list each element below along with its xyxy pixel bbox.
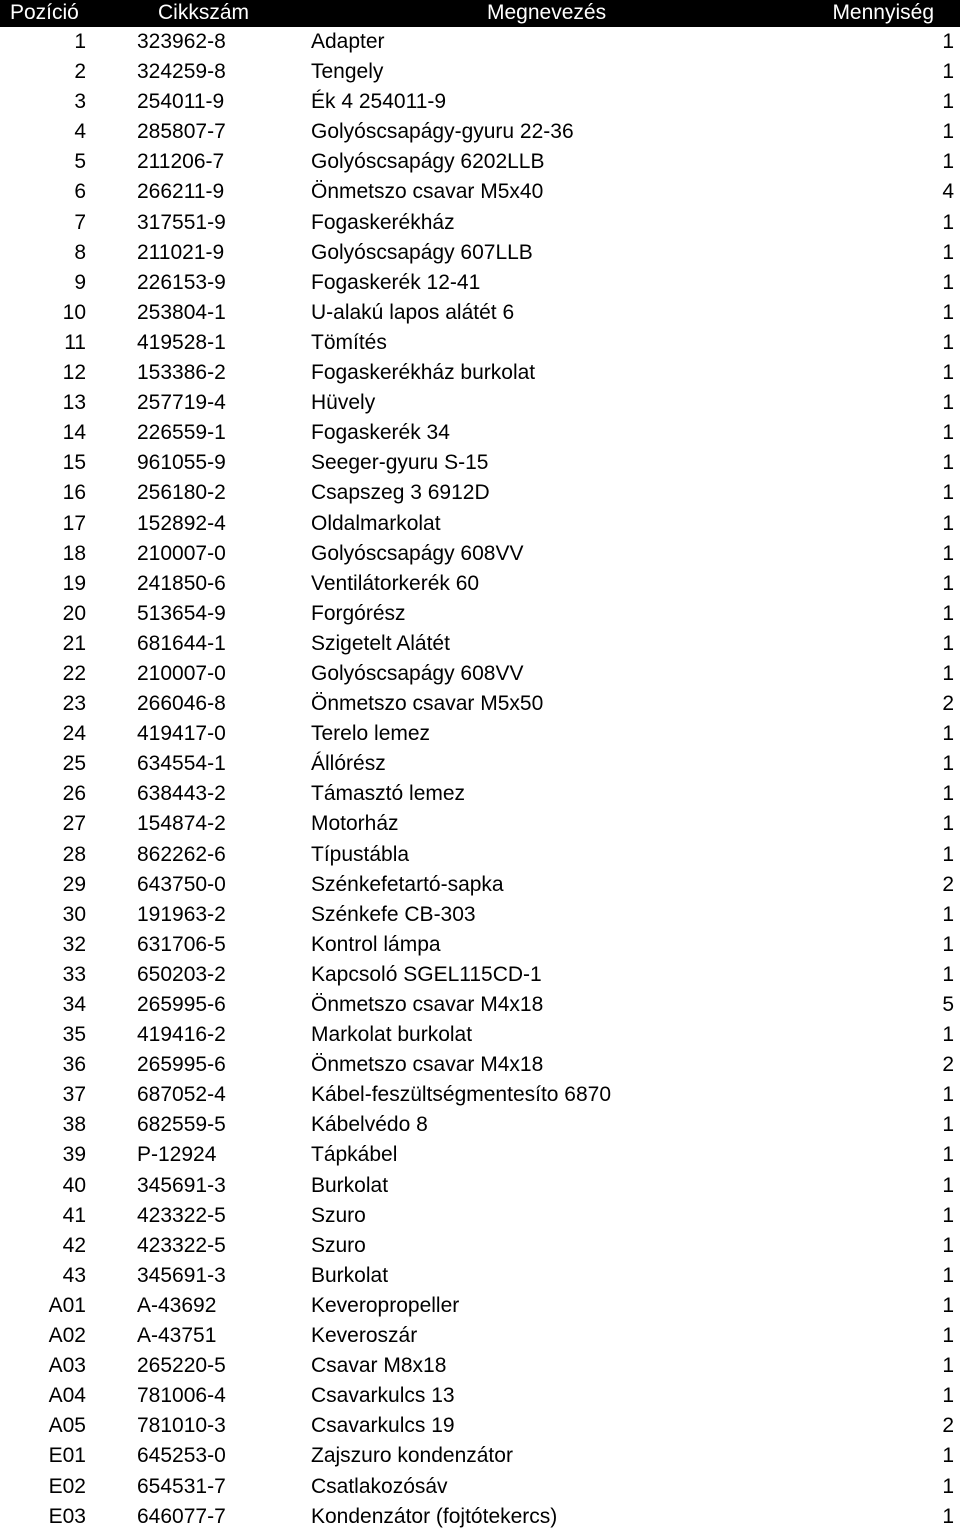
- cell-quantity: 5: [942, 993, 954, 1016]
- cell-name: Támasztó lemez: [311, 782, 466, 806]
- table-row: [0, 870, 960, 900]
- table-row: [0, 298, 960, 328]
- cell-part-number: 253804-1: [137, 300, 226, 324]
- cell-name: Szuro: [311, 1233, 366, 1257]
- cell-part-number: 650203-2: [137, 962, 226, 986]
- cell-name: Ventilátorkerék 60: [311, 571, 480, 595]
- cell-quantity: 1: [942, 782, 954, 806]
- cell-name: Fogaskerékház burkolat: [311, 361, 536, 385]
- cell-part-number: 254011-9: [137, 90, 225, 114]
- cell-part-number: 265220-5: [137, 1354, 226, 1378]
- cell-position: 23: [62, 692, 86, 716]
- cell-position: A05: [48, 1414, 86, 1438]
- cell-quantity: 1: [942, 240, 954, 264]
- cell-part-number: 419417-0: [137, 722, 226, 746]
- cell-name: Szénkefe CB-303: [311, 902, 476, 926]
- cell-quantity: 1: [942, 902, 954, 926]
- cell-part-number: A-43692: [137, 1293, 217, 1317]
- cell-quantity: 1: [942, 1324, 954, 1348]
- cell-name: Csavarkulcs 19: [311, 1414, 455, 1438]
- table-row: [0, 659, 960, 689]
- cell-part-number: 643750-0: [137, 872, 226, 896]
- cell-quantity: 1: [942, 511, 954, 535]
- cell-position: 9: [74, 270, 86, 294]
- cell-quantity: 1: [942, 1504, 954, 1528]
- cell-position: 7: [74, 210, 86, 234]
- cell-quantity: 1: [942, 150, 954, 174]
- cell-part-number: 646077-7: [137, 1504, 226, 1528]
- table-row: [0, 1261, 960, 1291]
- cell-quantity: 1: [942, 842, 954, 866]
- cell-position: 30: [62, 902, 86, 926]
- cell-part-number: 645253-0: [137, 1444, 226, 1468]
- cell-quantity: 1: [942, 1354, 954, 1378]
- table-row: [0, 57, 960, 87]
- cell-position: 17: [62, 511, 86, 535]
- header-quantity: Mennyiség: [832, 1, 934, 24]
- cell-position: E03: [48, 1504, 86, 1528]
- cell-quantity: 1: [942, 541, 954, 565]
- cell-position: 5: [74, 150, 86, 174]
- cell-position: 37: [62, 1083, 86, 1107]
- table-row: [0, 509, 960, 539]
- cell-quantity: 1: [942, 571, 954, 595]
- cell-part-number: 345691-3: [137, 1263, 226, 1287]
- cell-name: Terelo lemez: [311, 722, 431, 746]
- cell-position: A04: [48, 1384, 86, 1408]
- table-row: [0, 719, 960, 749]
- cell-name: Tengely: [311, 60, 384, 84]
- parts-table-body: [0, 27, 960, 1532]
- cell-position: 26: [62, 782, 86, 806]
- table-row: [0, 418, 960, 448]
- cell-position: 38: [62, 1113, 86, 1137]
- cell-quantity: 1: [942, 661, 954, 685]
- cell-quantity: 1: [942, 270, 954, 294]
- cell-part-number: 152892-4: [137, 511, 226, 535]
- table-row: [0, 930, 960, 960]
- table-row: [0, 1351, 960, 1381]
- cell-part-number: 419528-1: [137, 330, 226, 354]
- cell-quantity: 2: [942, 872, 954, 896]
- cell-quantity: 1: [942, 210, 954, 234]
- cell-part-number: 654531-7: [137, 1474, 226, 1498]
- cell-name: Önmetszo csavar M5x50: [311, 692, 544, 716]
- cell-quantity: 1: [942, 481, 954, 505]
- table-row: [0, 779, 960, 809]
- cell-position: 10: [62, 300, 86, 324]
- cell-position: 32: [62, 932, 86, 956]
- table-row: [0, 809, 960, 839]
- cell-position: 13: [62, 391, 86, 415]
- cell-name: Kábel-feszültségmentesíto 6870: [311, 1083, 612, 1107]
- cell-part-number: 323962-8: [137, 30, 226, 53]
- table-row: [0, 749, 960, 779]
- table-row: [0, 1140, 960, 1170]
- table-row: [0, 689, 960, 719]
- cell-part-number: 862262-6: [137, 842, 226, 866]
- table-row: [0, 840, 960, 870]
- table-row: [0, 238, 960, 268]
- table-row: [0, 147, 960, 177]
- cell-quantity: 1: [942, 391, 954, 415]
- table-row: [0, 1050, 960, 1080]
- cell-position: 18: [62, 541, 86, 565]
- table-row: [0, 960, 960, 990]
- cell-part-number: 256180-2: [137, 481, 226, 505]
- cell-part-number: 265995-6: [137, 1053, 226, 1077]
- cell-quantity: 1: [942, 962, 954, 986]
- table-row: [0, 177, 960, 207]
- cell-name: Önmetszo csavar M4x18: [311, 993, 544, 1016]
- cell-name: Zajszuro kondenzátor: [311, 1444, 513, 1468]
- table-row: [0, 1291, 960, 1321]
- cell-part-number: A-43751: [137, 1324, 217, 1348]
- cell-quantity: 4: [942, 180, 954, 204]
- cell-position: 22: [62, 661, 86, 685]
- cell-position: 24: [62, 722, 86, 746]
- cell-quantity: 1: [942, 451, 954, 475]
- table-row: [0, 1411, 960, 1441]
- cell-position: 6: [74, 180, 86, 204]
- cell-part-number: 419416-2: [137, 1023, 226, 1047]
- cell-part-number: 781006-4: [137, 1384, 226, 1408]
- cell-name: Golyóscsapágy 608VV: [311, 661, 524, 685]
- cell-quantity: 1: [942, 60, 954, 84]
- table-row: [0, 990, 960, 1020]
- cell-part-number: 257719-4: [137, 391, 226, 415]
- header-position: Pozíció: [10, 1, 79, 24]
- cell-name: Tömítés: [311, 330, 387, 354]
- cell-part-number: 345691-3: [137, 1173, 226, 1197]
- table-row: [0, 478, 960, 508]
- cell-quantity: 1: [942, 90, 954, 114]
- cell-part-number: 638443-2: [137, 782, 226, 806]
- cell-quantity: 1: [942, 300, 954, 324]
- cell-quantity: 1: [942, 812, 954, 836]
- cell-part-number: 681644-1: [137, 631, 226, 655]
- cell-quantity: 1: [942, 1384, 954, 1408]
- cell-quantity: 1: [942, 631, 954, 655]
- cell-part-number: 687052-4: [137, 1083, 226, 1107]
- cell-part-number: 317551-9: [137, 210, 226, 234]
- table-row: [0, 1201, 960, 1231]
- cell-part-number: P-12924: [137, 1143, 217, 1167]
- cell-part-number: 285807-7: [137, 120, 226, 144]
- table-row: [0, 117, 960, 147]
- cell-name: Csavarkulcs 13: [311, 1384, 455, 1408]
- cell-name: Tápkábel: [311, 1143, 398, 1167]
- table-row: [0, 208, 960, 238]
- cell-part-number: 211206-7: [137, 150, 225, 174]
- cell-position: 29: [62, 872, 86, 896]
- cell-part-number: 191963-2: [137, 902, 226, 926]
- cell-name: Csapszeg 3 6912D: [311, 481, 490, 505]
- table-row: [0, 1321, 960, 1351]
- cell-name: Golyóscsapágy 608VV: [311, 541, 524, 565]
- cell-name: Kontrol lámpa: [311, 932, 441, 956]
- cell-part-number: 211021-9: [137, 240, 225, 264]
- cell-name: Golyóscsapágy 607LLB: [311, 240, 533, 264]
- cell-part-number: 154874-2: [137, 812, 226, 836]
- cell-part-number: 634554-1: [137, 752, 226, 776]
- cell-part-number: 961055-9: [137, 451, 226, 475]
- table-row: [0, 599, 960, 629]
- cell-position: 4: [74, 120, 86, 144]
- cell-position: 21: [62, 631, 86, 655]
- cell-name: Szuro: [311, 1203, 366, 1227]
- cell-position: 34: [62, 993, 86, 1016]
- cell-quantity: 1: [942, 752, 954, 776]
- cell-quantity: 1: [942, 1143, 954, 1167]
- table-header: [0, 0, 960, 27]
- cell-name: Csavar M8x18: [311, 1354, 447, 1378]
- table-row: [0, 388, 960, 418]
- table-row: [0, 87, 960, 117]
- cell-position: 2: [74, 60, 86, 84]
- cell-position: 3: [74, 90, 86, 114]
- cell-name: Kapcsoló SGEL115CD-1: [311, 962, 542, 986]
- table-row: [0, 1020, 960, 1050]
- table-row: [0, 358, 960, 388]
- cell-position: 36: [62, 1053, 86, 1077]
- cell-quantity: 2: [942, 1053, 954, 1077]
- cell-name: Burkolat: [311, 1263, 389, 1287]
- cell-quantity: 1: [942, 1113, 954, 1137]
- cell-position: E01: [48, 1444, 86, 1468]
- cell-position: 15: [62, 451, 86, 475]
- cell-position: A01: [48, 1293, 86, 1317]
- cell-quantity: 1: [942, 1083, 954, 1107]
- cell-part-number: 682559-5: [137, 1113, 226, 1137]
- cell-quantity: 1: [942, 1173, 954, 1197]
- cell-position: 16: [62, 481, 86, 505]
- table-row: [0, 1441, 960, 1471]
- cell-name: Keveropropeller: [311, 1293, 460, 1317]
- cell-part-number: 513654-9: [137, 601, 226, 625]
- cell-position: 14: [62, 421, 86, 445]
- cell-name: Hüvely: [311, 391, 376, 415]
- cell-part-number: 241850-6: [137, 571, 226, 595]
- cell-part-number: 265995-6: [137, 993, 226, 1016]
- cell-name: Burkolat: [311, 1173, 389, 1197]
- cell-part-number: 226559-1: [137, 421, 226, 445]
- cell-name: Adapter: [311, 30, 385, 53]
- cell-quantity: 2: [942, 1414, 954, 1438]
- cell-part-number: 266046-8: [137, 692, 226, 716]
- cell-part-number: 210007-0: [137, 541, 226, 565]
- table-row: [0, 1502, 960, 1532]
- cell-part-number: 266211-9: [137, 180, 225, 204]
- table-row: [0, 328, 960, 358]
- cell-name: Oldalmarkolat: [311, 511, 441, 535]
- cell-part-number: 631706-5: [137, 932, 226, 956]
- cell-name: Szigetelt Alátét: [311, 631, 450, 655]
- cell-position: 27: [62, 812, 86, 836]
- header-name: Megnevezés: [487, 1, 607, 24]
- cell-quantity: 1: [942, 932, 954, 956]
- cell-name: Fogaskerék 12-41: [311, 270, 481, 294]
- cell-position: 41: [62, 1203, 86, 1227]
- cell-part-number: 226153-9: [137, 270, 226, 294]
- cell-name: Golyóscsapágy-gyuru 22-36: [311, 120, 574, 144]
- cell-quantity: 1: [942, 1293, 954, 1317]
- table-row: [0, 1171, 960, 1201]
- cell-position: A02: [48, 1324, 86, 1348]
- cell-name: U-alakú lapos alátét 6: [311, 300, 515, 324]
- cell-name: Kondenzátor (fojtótekercs): [311, 1504, 558, 1528]
- table-row: [0, 1381, 960, 1411]
- cell-name: Markolat burkolat: [311, 1023, 473, 1047]
- cell-name: Önmetszo csavar M4x18: [311, 1053, 544, 1077]
- table-row: [0, 569, 960, 599]
- cell-position: 28: [62, 842, 86, 866]
- cell-position: 25: [62, 752, 86, 776]
- cell-part-number: 423322-5: [137, 1203, 226, 1227]
- table-row: [0, 629, 960, 659]
- cell-quantity: 1: [942, 1233, 954, 1257]
- cell-part-number: 781010-3: [137, 1414, 226, 1438]
- cell-name: Seeger-gyuru S-15: [311, 451, 489, 475]
- cell-quantity: 1: [942, 1263, 954, 1287]
- cell-position: A03: [48, 1354, 86, 1378]
- cell-name: Fogaskerékház: [311, 210, 455, 234]
- table-row: [0, 1472, 960, 1502]
- cell-part-number: 210007-0: [137, 661, 226, 685]
- cell-position: 43: [62, 1263, 86, 1287]
- cell-quantity: 1: [942, 1444, 954, 1468]
- cell-position: 19: [62, 571, 86, 595]
- cell-quantity: 1: [942, 120, 954, 144]
- cell-position: 12: [62, 361, 86, 385]
- cell-name: Motorház: [311, 812, 399, 836]
- cell-quantity: 2: [942, 692, 954, 716]
- cell-quantity: 1: [942, 361, 954, 385]
- cell-position: 20: [62, 601, 86, 625]
- cell-quantity: 1: [942, 30, 954, 53]
- cell-part-number: 324259-8: [137, 60, 226, 84]
- table-row: [0, 27, 960, 57]
- cell-quantity: 1: [942, 1474, 954, 1498]
- cell-part-number: 423322-5: [137, 1233, 226, 1257]
- cell-position: 39: [62, 1143, 86, 1167]
- cell-position: 1: [74, 30, 86, 53]
- table-row: [0, 448, 960, 478]
- cell-name: Golyóscsapágy 6202LLB: [311, 150, 545, 174]
- cell-quantity: 1: [942, 421, 954, 445]
- cell-position: 11: [64, 330, 86, 354]
- cell-name: Forgórész: [311, 601, 406, 625]
- table-row: [0, 268, 960, 298]
- cell-part-number: 153386-2: [137, 361, 226, 385]
- cell-position: 42: [62, 1233, 86, 1257]
- cell-name: Önmetszo csavar M5x40: [311, 180, 544, 204]
- cell-position: 35: [62, 1023, 86, 1047]
- cell-name: Ék 4 254011-9: [311, 90, 447, 114]
- cell-name: Csatlakozósáv: [311, 1474, 448, 1498]
- cell-position: 8: [74, 240, 86, 264]
- cell-quantity: 1: [942, 1023, 954, 1047]
- cell-quantity: 1: [942, 330, 954, 354]
- table-row: [0, 539, 960, 569]
- cell-quantity: 1: [942, 722, 954, 746]
- header-part-number: Cikkszám: [158, 1, 250, 24]
- table-row: [0, 1080, 960, 1110]
- cell-position: 40: [62, 1173, 86, 1197]
- cell-position: E02: [48, 1474, 86, 1498]
- table-row: [0, 1110, 960, 1140]
- cell-name: Kábelvédo 8: [311, 1113, 428, 1137]
- cell-name: Keveroszár: [311, 1324, 418, 1348]
- table-row: [0, 1231, 960, 1261]
- cell-quantity: 1: [942, 601, 954, 625]
- cell-name: Fogaskerék 34: [311, 421, 450, 445]
- cell-name: Szénkefetartó-sapka: [311, 872, 504, 896]
- cell-name: Állórész: [311, 752, 386, 776]
- cell-position: 33: [62, 962, 86, 986]
- table-row: [0, 900, 960, 930]
- cell-name: Típustábla: [311, 842, 410, 866]
- cell-quantity: 1: [942, 1203, 954, 1227]
